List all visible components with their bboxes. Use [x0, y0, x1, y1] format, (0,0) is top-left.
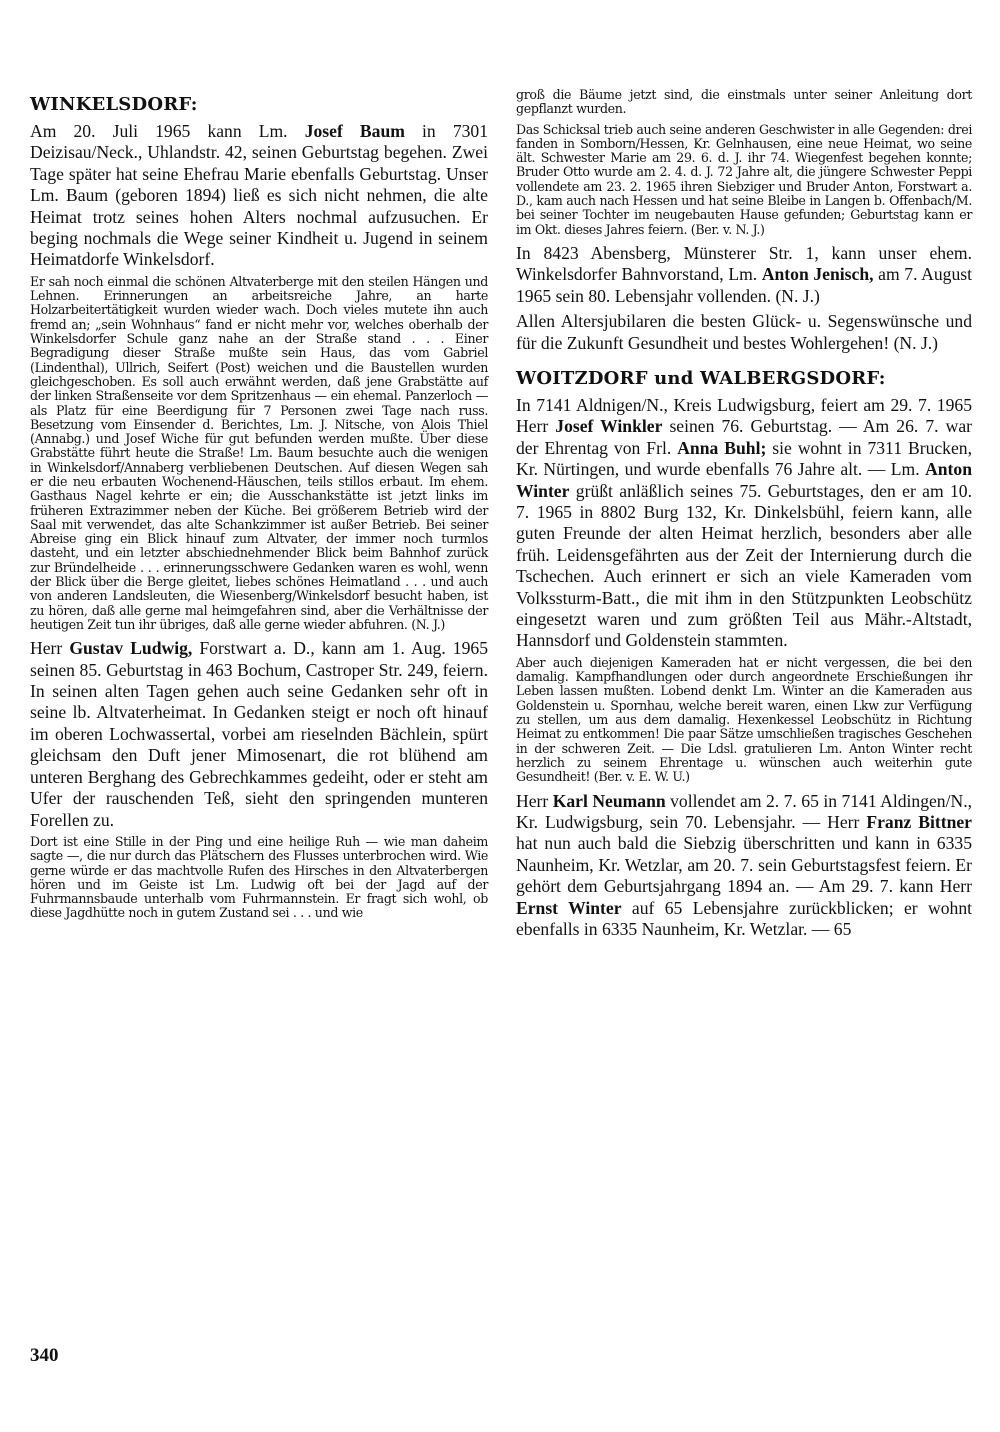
text-run: auf 65 Lebensjahre zurückblicken; er wohnt ebenfalls in 6335 Naunheim, Kr. Wetzlar. — 65 — [516, 897, 973, 939]
paragraph-karl-neumann — [516, 791, 972, 941]
paragraph-gluckwuensche: Allen Altersjubilaren die besten Glück- u. Segenswünsche und für die Zukunft Gesundheit und bestes Wohlergehen! (N. J.) — [516, 311, 972, 353]
paragraph-josef-winkler — [516, 395, 972, 652]
text-run: Herr — [516, 790, 553, 811]
text-run: Am 20. Juli 1965 kann Lm. — [30, 121, 305, 141]
left-column — [30, 88, 488, 927]
text-run: Forstwart a. D., kann am 1. Aug. 1965 seinen 85. Geburtstag in 463 Bochum, Castroper Str. 249, feiern. In seinen alten Tagen gehen auch seine Gedanken sehr oft in seine lb. Altvaterheimat. In Gedanken steigt er noch oft hinauf im oberen Lochwassertal, vorbei am rieselnden Bächlein, spürt gleichsam den Duft jener Mimosenart, die rot blühend am unteren Berghang des Gebrechkammes gedeiht, oder er steht am Ufer der rauschenden Teß, sieht den springenden munteren Forellen zu. — [30, 638, 488, 830]
text-run: Herr — [30, 638, 70, 659]
text-run: grüßt anläßlich seines 75. Geburtstages, den er am 10. 7. 1965 in 8802 Burg 132, Kr. Dinkelsbühl, feiern kann, alle guten Freunde der alten Heimat herzlich, besonders aber alle früh. Leidensgefährten aus der Zeit der Internierung durch die Tschechen. Auch erinnert er sich an viele Kameraden vom Volkssturm-Batt., die mit ihm in den Stützpunkten Leobschütz eingesetzt waren und zum größten Teil aus Mähr.-Altstadt, Hannsdorf und Goldenstein stammten. — [516, 480, 972, 651]
text-run: sie wohnt in 7311 Brucken, Kr. Nürtingen, und wurde ebenfalls 76 Jahre alt. — Lm. — [516, 437, 972, 480]
page-number: 340 — [30, 1345, 59, 1366]
paragraph-josef-baum — [30, 121, 488, 271]
bold-name: Franz Bittner — [866, 811, 972, 832]
paragraph-geschwister: Das Schicksal trieb auch seine anderen Geschwister in alle Gegenden: drei fanden in Somborn/Hessen, Kr. Gelnhausen, eine neue Heimat, wo seine ält. Schwester Marie am 29. 6. d. J. ihr 74. Wiegenfest begehen konnte; Bruder Otto wurde am 2. 4. d. J. 72 Jahre alt, die jüngere Schwester Peppi vollendete am 23. 2. 1965 ihren Siebziger und Bruder Anton, Forstwart a. D., kam auch nach Hessen und hat seine Bleibe in Langen b. Offenbach/M. bei seiner Tochter im neugebauten Hause gefunden; Geburtstag kann er im Okt. dieses Jahres feiern. (Ber. v. N. J.) — [516, 121, 972, 237]
text-run: seinen 76. Geburtstag. — Am 26. 7. war der Ehrentag von Frl. — [516, 416, 972, 458]
section-heading-woitzdorf: WOITZDORF und WALBERGSDORF: — [516, 368, 886, 389]
paragraph-stille-ping: Dort ist eine Stille in der Ping und eine heilige Ruh — wie man daheim sagte —, die nur durch das Plätschern des Flusses unterbrochen wird. Wie gerne würde er das machtvolle Rufen des Hirsches in den Altvaterbergen hören und im Geiste ist Lm. Ludwig oft bei der Jagd auf der Fuhrmannsbaude unterhalb vom Fuhrmannstein. Er fragt sich wohl, ob diese Jagdhütte noch in gutem Zustand sei . . . und wie — [30, 833, 488, 921]
text-run: hat nun auch bald die Siebzig überschritten und kann in 6335 Naunheim, Kr. Wetzlar, am 20. 7. sein Geburtstagsfest feiern. Er gehört dem Geburtsjahrgang 1894 an. — Am 29. 7. kann Herr — [516, 833, 972, 897]
bold-name: Anna Buhl; — [677, 437, 767, 458]
paragraph-baeume: groß die Bäume jetzt sind, die einstmals unter seiner Anleitung dort gepflanzt wurden. — [516, 87, 972, 117]
paragraph-altvaterberge: Er sah noch einmal die schönen Altvaterberge mit den steilen Hängen und Lehnen. Erinnerungen an arbeitsreiche Jahre, an harte Holzarbeitertätigkeit wurden wieder wach. Doch vieles mutete ihn auch fremd an; „sein Wohnhaus“ fand er nicht mehr vor, welches oberhalb der Winkelsdorfer Schule ganz nahe an der Straße stand . . . Einer Begradigung dieser Straße mußte sein Haus, das vom Gabriel (Lindenthal), Ullrich, Seifert (Post) weichen und die Baustellen wurden gleichgeschoben. Es soll auch erwähnt werden, daß jene Grabstätte auf der linken Straßenseite vor dem Spritzenhaus — ein ehemal. Panzerloch — als Platz für eine Beerdigung für 7 Personen zwei Tage nach russ. Besetzung vom Einsender d. Berichtes, Lm. J. Nitsche, von Alois Thiel (Annabg.) und Josef Wiche für gut befunden werden mußte. Über diese Grabstätte führt heute die Straße! Lm. Baum besuchte auch die wenigen in Winkelsdorf/Annaberg verbliebenen Deutschen. Auf diesen Wegen sah er die neu erbauten Wochenend-Häuschen, teils stillos erbaut. Im ehem. Gasthaus Nagel kehrte er ein; die Ausschankstätte ist jetzt links im früheren Extrazimmer neben der Küche. Bei größerem Betrieb wird der Saal mit verwendet, das alte Schankzimmer ist außer Betrieb. Bei seiner Abreise ging ein Blick hinauf zum Altvater, der immer noch turmlos dasteht, und ein letzter abschiednehmender Blick beim Bahnhof zurück zur Bründelheide . . . erinnerungsschwere Gedanken waren es wohl, wenn der Blick über die Berge gleitet, liebes schönes Heimatland . . . und auch von anderen Landsleuten, die Wiesenberg/Winkelsdorf besucht haben, ist zu hören, daß alle gerne mal heimgefahren sind, aber die Verhältnisse der heutigen Zeit tun ihr übriges, daß alle gerne wieder abfuhren. (N. J.) — [30, 273, 488, 632]
bold-name: Gustav Ludwig, — [69, 638, 193, 659]
text-run: In 8423 Abensberg, Münsterer Str. 1, kann unser ehem. Winkelsdorfer Bahnvorstand, Lm. — [516, 242, 972, 285]
text-run: am 7. August 1965 sein 80. Lebensjahr vollenden. (N. J.) — [516, 264, 973, 306]
paragraph-kameraden: Aber auch diejenigen Kameraden hat er nicht vergessen, die bei den damalig. Kampfhandlungen oder durch angeordnete Erschießungen ihr Leben lassen mußten. Lobend denkt Lm. Winter an die Kameraden aus Goldenstein u. Spornhau, welche bereit waren, einen Lkw zur Verfügung zu stellen, um aus dem damalig. Hexenkessel Leobschütz in Richtung Heimat zu entkommen! Die paar Sätze umschließen tragisches Geschehen in der schweren Zeit. — Die Ldsl. gratulieren Lm. Anton Winter recht herzlich zu seinem Ehrentage u. wünschen auch weiterhin gute Gesundheit! (Ber. v. E. W. U.) — [516, 654, 972, 785]
bold-name: Josef Winkler — [555, 416, 663, 437]
bold-name: Karl Neumann — [552, 790, 666, 811]
bold-name: Ernst Winter — [516, 897, 622, 918]
bold-name: Josef Baum — [304, 121, 405, 141]
section-heading-winkelsdorf: WINKELSDORF: — [30, 94, 198, 115]
text-run: In 7141 Aldnigen/N., Kreis Ludwigsburg, feiert am 29. 7. 1965 Herr — [516, 395, 972, 437]
right-column — [516, 88, 972, 944]
bold-name: Anton Jenisch, — [761, 264, 874, 285]
text-run: vollendet am 2. 7. 65 in 7141 Aldingen/N., Kr. Ludwigsburg, sein 70. Lebensjahr. — Herr — [516, 790, 972, 832]
paragraph-gustav-ludwig — [30, 638, 488, 831]
paragraph-anton-jenisch — [516, 243, 972, 307]
bold-name: Anton Winter — [516, 459, 972, 501]
text-run: in 7301 Deizisau/Neck., Uhlandstr. 42, seinen Geburtstag begehen. Zwei Tage später hat seine Ehefrau Marie ebenfalls Geburtstag. Unser Lm. Baum (geboren 1894) ließ es sich nicht nehmen, die alte Heimat trotz seines hohen Alters nochmal aufzusuchen. Er beging nochmals die Wege seiner Kindheit u. Jugend in seinem Heimatdorfe Winkelsdorf. — [30, 121, 489, 270]
